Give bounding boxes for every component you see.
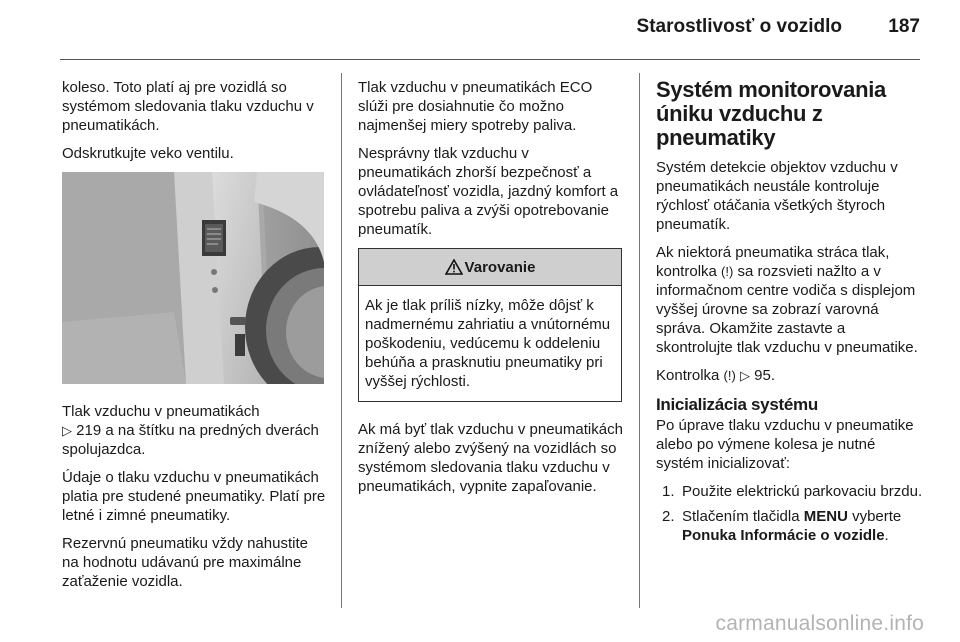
page-number: 187 [888,16,920,37]
watermark: carmanualsonline.info [715,612,924,635]
step-text [682,507,924,545]
text: Kontrolka [656,367,720,384]
header-divider [60,59,920,60]
paragraph: Nesprávny tlak vzduchu v pneumatikách zhorší bezpečnosť a ovládateľnosť vozidla, jazdný komfort a spotrebu paliva a zvýši opotrebovanie pneumatík. [358,145,619,238]
subsection-heading: Inicializácia systému [656,395,818,414]
paragraph: Po úprave tlaku vzduchu v pneumatike alebo po výmene kolesa je nutné systém inicializovať: [656,417,914,472]
text: 95. [754,367,776,384]
paragraph: Údaje o tlaku vzduchu v pneumatikách platia pre studené pneumatiky. Platí pre letné i zimné pneumatiky. [62,469,326,524]
steps-list [656,482,924,545]
paragraph [656,243,924,357]
warning-header [359,249,621,286]
text: vyberte [852,508,902,525]
tire-pressure-warning-icon: (!) [721,264,734,279]
warning-box [358,248,622,402]
paragraph [62,402,328,459]
paragraph: Odskrutkujte veko ventilu. [62,145,234,162]
list-item [662,482,924,501]
warning-body [359,286,621,401]
column-divider-1 [341,73,342,608]
warning-title: Varovanie [464,258,536,276]
step-number: 1. [662,483,675,500]
paragraph: Tlak vzduchu v pneumatikách ECO slúži pre dosiahnutie čo možno najmenšej miery spotreby paliva. [358,79,593,134]
menu-button-label: MENU [803,508,848,525]
page-reference-arrow-icon: ▷ [62,423,72,438]
paragraph [656,366,924,385]
column-3 [656,78,924,551]
paragraph: Ak má byť tlak vzduchu v pneumatikách znížený alebo zvýšený na vozidlách so systémom sledovania tlaku vzduchu v pneumatikách, vypnite zapaľovanie. [358,421,623,495]
text: sa rozsvieti nažlto a v informačnom centre vodiča s displejom vyššej úrovne sa zobrazí varovná správa. Okamžite zastavte a skontrolujte tlak vzduchu v pneumatike. [656,263,918,356]
text: Stlačením tlačidla [682,508,800,525]
column-1 [62,78,328,600]
paragraph: koleso. Toto platí aj pre vozidlá so systémom sledovania tlaku vzduchu v pneumatikách. [62,79,314,134]
list-item [662,507,924,545]
text: . [884,527,889,544]
door-tire-label-photo [62,172,324,384]
step-text: Použite elektrickú parkovaciu brzdu. [682,483,923,500]
warning-text: Ak je tlak príliš nízky, môže dôjsť k nadmernému zahriatiu a vnútornému poškodeniu, vedúcemu k oddeleniu behúňa a prasknutiu pneumatiky pri vyššej rýchlosti. [365,297,611,390]
text: Ak niektorá pneumatika stráca tlak, kontrolka [656,244,890,280]
step-number: 2. [662,508,675,525]
warning-triangle-icon [445,259,463,275]
paragraph: Systém detekcie objektov vzduchu v pneumatikách neustále kontroluje rýchlosť otáčania všetkých štyroch pneumatík. [656,159,898,233]
menu-item-label: Ponuka Informácie o vozidle [682,527,885,544]
column-divider-2 [639,73,640,608]
text: 219 a na štítku na predných dverách spolujazdca. [62,422,319,458]
tire-pressure-warning-icon: (!) [723,368,736,383]
paragraph: Rezervnú pneumatiku vždy nahustite na hodnotu udávanú pre maximálne zaťaženie vozidla. [62,535,308,590]
page-header-title: Starostlivosť o vozidlo [636,16,842,37]
column-2 [358,78,626,505]
section-heading: Systém monitorovania úniku vzduchu z pneumatiky [656,77,886,150]
text: Tlak vzduchu v pneumatikách [62,403,260,420]
page-reference-arrow-icon: ▷ [740,368,750,383]
